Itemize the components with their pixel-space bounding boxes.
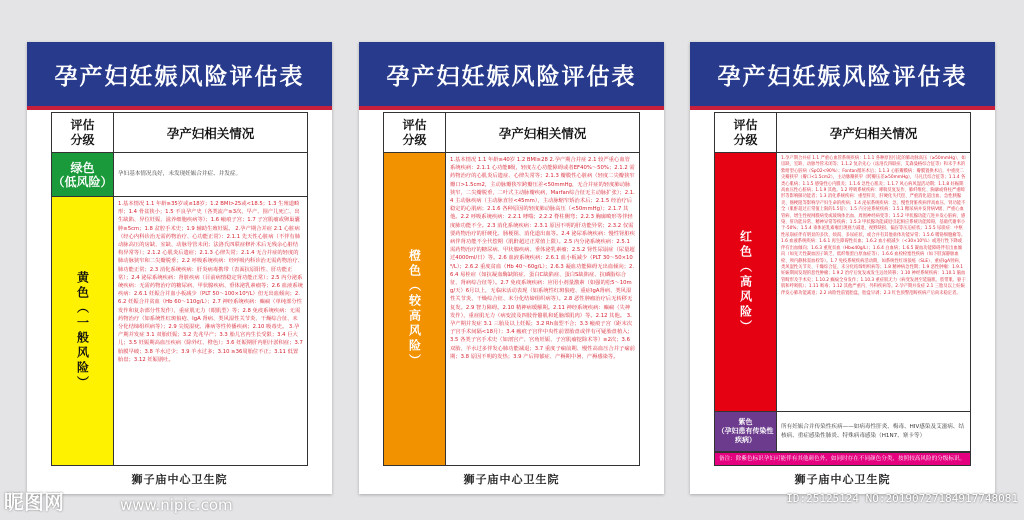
condition-text: 1.孕产期合并症 1.1 严重心血管系统疾病：1.1.1 各种原因引起的肺动脉高压（≥50mmHg），如房缺、室缺、动脉导管未闭等；1.1.2 复杂先心（法洛氏四联症、艾森曼格综合征等）和未手术的紫绀型心脏病（SpO2<90%）；Fontan循环术后；1.1.3 心脏瓣膜病：瓣膜置换术后，中重度二尖瓣狭窄（瓣口<1.5cm2），主动脉瓣狭窄（跨瓣压差≥50mmHg），马凡氏综合征等；1.1.4 各类心肌病；1.1.5 感染性心内膜炎；1.1.6 急性心肌炎；1.1.7 风心病风湿活动期；1.1.8 妊娠期高血压性心脏病；1.1.9 其他。1.2 呼吸系统疾病：哮喘反复发作、肺纤维化、胸廓或脊柱严重畸形等影响肺功能者；1.3 消化系统疾病：重型肝炎、肝硬化失代偿、严重消化道出血、急性胰腺炎、肠梗阻等影响孕产妇生命的疾病；1.4 泌尿系统疾病：急、慢性肾脏疾病伴高血压、肾功能不全（肌酐超过正常值上限的1.5倍）；1.5 内分泌系统疾病：1.5.1 糖尿病并发肾病V级、严重心血管病、增生性视网膜病变或玻璃体出血、周围神经病变等；1.5.2 甲状腺功能亢进并发心脏病、感染、肝功能异常、精神异常等疾病；1.5.3 甲状腺功能减退引起相应系统功能障碍，基础代谢率小于-50%；1.5.4 垂体泌乳素瘤出现视力减退、视野缺损、偏盲等压迫症状；1.5.5 尿崩症：中枢性尿崩症伴有明显的多饮、烦渴、多尿症状，或合并有其他垂体功能异常；1.5.6 嗜铬细胞瘤等。1.6 血液系统疾病：1.6.1 再生障碍性贫血；1.6.2 血小板减少（<30×10⁹/L）或进行性下降或伴有出血倾向；1.6.3 重度贫血（Hb≤40g/L）；1.6.4 白血病；1.6.5 凝血功能障碍伴有出血倾向（如先天性凝血因子缺乏、低纤维蛋白原血症等）；1.6.6 血栓栓塞性疾病（如下肢深静脉血栓、颅内静脉窦血栓等）。1.7 免疫系统疾病活动期，如系统性红斑狼疮（SLE）、重症IgA肾病、类风湿性关节炎、干燥综合征、未分化结缔组织病等；1.8 精神病急性期；1.9 恶性肿瘤：1.9.1 妊娠期间发现的恶性肿瘤；1.9.2 治疗后复发或发生远处转移；1.10 神经系统疾病：1.10.1 脑血管畸形及手术史；1.10.2 癫痫全身发作；1.10.3 重症肌无力（病变发展至延脑肌、肢带肌、躯干肌和呼吸肌）；1.11 吸毒；1.12 其他严重内、外科疾病等。2.孕产期并发症 2.1 三胎及以上妊娠伴发心肺功能减退；2.2 凶险性前置胎盘，胎盘早剥；2.3 红色预警范畴疾病产后尚未稳定者。: [781, 156, 966, 296]
watermark-id: ID:25125124 NO:20190727184917748081: [786, 492, 1018, 505]
risk-table-panel-2: [359, 42, 664, 494]
hospital-name: 狮子庙中心卫生院: [794, 473, 891, 486]
watermark-logo: 昵图网: [4, 490, 64, 514]
header-grade: 评估 分级: [384, 113, 446, 152]
risk-row-yellow: [52, 197, 307, 465]
condition-text: 1.基本情况 1.1 年龄≥35岁或≤18岁；1.2 BMI>25或<18.5；1.3 生殖道畸形；1.4 骨盆狭小；1.5 不良孕产史（各类流产≥3次、早产、围产儿死亡、出生缺陷、异位妊娠、滋养细胞疾病等）；1.6 瘢痕子宫；1.7 子宫肌瘤或卵巢囊肿≥5cm；1.8 盆腔手术史；1.9 辅助生殖妊娠。 2.孕产期合并症 2.1 心脏病（经心内科诊治无需药物治疗、心功能正常）：2.1.1 先天性心脏病（不伴有肺动脉高压的房缺、室缺、动脉导管未闭；法洛氏四联症修补术后无残余心脏结构异常等）；2.1.2 心肌炎后遗症；2.1.3 心律失常；2.1.4 无合并症的轻度的肺动脉狭窄和二尖瓣脱垂；2.2 呼吸系统疾病：经呼吸内科诊治无需药物治疗、肺功能正常；2.3 消化系统疾病：肝炎病毒携带（表面抗原阳性、肝功能正常）；2.4 泌尿系统疾病：肾脏疾病（目前病情稳定肾功能正常）；2.5 内分泌系统疾病：无需药物治疗的糖尿病、甲状腺疾病、垂体泌乳素瘤等；2.6 血液系统疾病：2.6.1 妊娠合并血小板减少（PLT 50～100×10⁹/L）但无出血倾向；2.6.2 妊娠合并贫血（Hb 60～110g/L）；2.7 神经系统疾病：癫痫（单纯部分性发作和复杂部分性发作），重症肌无力（眼肌型）等；2.8 免疫系统疾病：无需药物治疗（如系统性红斑狼疮、IgA 肾病、类风湿性关节炎、干燥综合征、未分化结缔组织病等）；2.9 尖锐湿疣、淋病等性传播疾病；2.10 吸毒史。 3.孕产期并发症 3.1 双胎妊娠；3.2 先兆早产；3.3 胎儿宫内生长受限；3.4 巨大儿；3.5 妊娠期高血压疾病（除外红、橙色）；3.6 妊娠期肝内胆汁淤积症；3.7 胎膜早破；3.8 羊水过少；3.9 羊水过多；3.10 ≥36周胎位不正；3.11 低置胎盘；3.12 妊娠剧吐。: [118, 201, 303, 363]
table-header: [52, 113, 307, 153]
risk-table: [51, 112, 308, 466]
header-grade: 评估 分级: [52, 113, 114, 152]
risk-table-panel-3: [690, 42, 995, 494]
panel-title: 孕产妇妊娠风险评估表: [54, 63, 305, 90]
panel-header: [690, 42, 995, 110]
grade-yellow: 黄色（一般风险）: [52, 197, 114, 465]
risk-row-orange: [384, 153, 639, 465]
header-condition: 孕产妇相关情况: [498, 125, 587, 141]
panel-title: 孕产妇妊娠风险评估表: [717, 63, 968, 90]
risk-table: [383, 112, 640, 466]
header-grade: 评估 分级: [715, 113, 777, 152]
watermark-url: www.nipic.com: [120, 496, 233, 514]
condition-text: 孕妇基本情况良好，未发现妊娠合并症、并发症。: [118, 171, 242, 178]
grade-purple: 紫色 （孕妇患有传染性疾病）: [715, 412, 777, 451]
condition-text: 1.基本情况 1.1 年龄≥40岁 1.2 BMI≥28 2.孕产期合并症 2.1 较严重心血管系统疾病：2.1.1 心功能Ⅱ级，轻度左心功能障碍或者EF40%～50%；2.1.2 需药物治疗的心肌炎后遗症、心律失常等；2.1.3 瓣膜性心脏病（轻度二尖瓣狭窄瓣口>1.5cm2，主动脉瓣狭窄跨瓣压差<50mmHg，无合并症的轻度肺动脉狭窄，二尖瓣脱垂，二叶式主动脉瓣疾病，Marfan综合征无主动脉扩张）；2.1.4 主动脉疾病（主动脉直径<45mm），主动脉缩窄矫治术后；2.1.5 经治疗后稳定的心肌病；2.1.6 各种原因的轻度肺动脉高压（<50mmHg）；2.1.7 其他。2.2 呼吸系统疾病：2.2.1 哮喘；2.2.2 脊柱侧弯；2.2.3 胸廓畸形等伴轻度肺功能不全。2.3 消化系统疾病：2.3.1 原因不明的肝功能异常；2.3.2 仅需要药物治疗的肝硬化、肠梗阻、消化道出血等。2.4 泌尿系统疾病：慢性肾脏疾病伴肾功能不全代偿期（肌酐超过正常值上限）。2.5 内分泌系统疾病：2.5.1 需药物治疗的糖尿病、甲状腺疾病、垂体泌乳素瘤；2.5.2 肾性尿崩症（尿量超过4000ml/日）等。2.6 血液系统疾病：2.6.1 血小板减少（PLT 30～50×10⁹/L）；2.6.2 重度贫血（Hb 40～60g/L）；2.6.3 凝血功能障碍无出血倾向；2.6.4 易栓症（如抗凝血酶缺陷症、蛋白C缺陷症、蛋白S缺陷症、抗磷脂综合征、肾病综合征等）。2.7 免疫系统疾病：应用小剂量激素（如强的松5～10mg/天）6月以上，无临床活动表现（如系统性红斑狼疮、重症IgA肾病、类风湿性关节炎、干燥综合征、未分化结缔组织病等）。2.8 恶性肿瘤治疗后无转移无复发。2.9 智力障碍。2.10 精神病缓解期。2.11 神经系统疾病：癫痫（失神发作），重症肌无力（病变波及四肢骨骼肌和延脑部肌肉）等。2.12 其他。 3.孕产期并发症 3.1 三胎及以上妊娠；3.2 Rh血型不合；3.3 瘢痕子宫（距末次子宫手术间隔<18月）；3.4 瘢痕子宫伴中央性前置胎盘或伴有可疑胎盘植入；3.5 各类子宫手术史（如剖宫产、宫角妊娠、子宫肌瘤挖除术等）≥2次；3.6 双胎、羊水过多伴发心肺功能减退；3.7 重度子痫前期、慢性高血压合并子痫前期；3.8 原因不明的发热；3.9 产后抑郁症、产褥期中暑、产褥感染等。: [450, 157, 635, 360]
condition-text: 所有妊娠合并传染性疾病——如病毒性肝炎、梅毒、HIV感染及艾滋病、结核病、重症感染性肺炎、特殊病毒感染（H1N7、寨卡等）: [781, 424, 965, 439]
grade-orange: 橙色（较高风险）: [384, 153, 446, 465]
risk-table: [714, 112, 971, 466]
table-header: [715, 113, 970, 153]
header-condition: 孕产妇相关情况: [829, 125, 918, 141]
risk-table-panel-1: [27, 42, 332, 494]
grade-green: 绿色 （低风险）: [52, 153, 114, 196]
risk-row-red: [715, 153, 970, 412]
hospital-name: 狮子庙中心卫生院: [131, 473, 228, 486]
note-bar: 备注：除紫色标识孕妇可能伴有其他颜色外，如同时存在不同颜色分类，按照较高风险的分级标识。: [715, 452, 970, 465]
hospital-name: 狮子庙中心卫生院: [463, 473, 560, 486]
grade-red: 红色（高风险）: [715, 153, 777, 411]
panel-header: [27, 42, 332, 110]
header-condition: 孕产妇相关情况: [166, 125, 255, 141]
panel-header: [359, 42, 664, 110]
panel-title: 孕产妇妊娠风险评估表: [386, 63, 637, 90]
risk-row-green: [52, 153, 307, 197]
risk-row-purple: [715, 412, 970, 452]
table-header: [384, 113, 639, 153]
